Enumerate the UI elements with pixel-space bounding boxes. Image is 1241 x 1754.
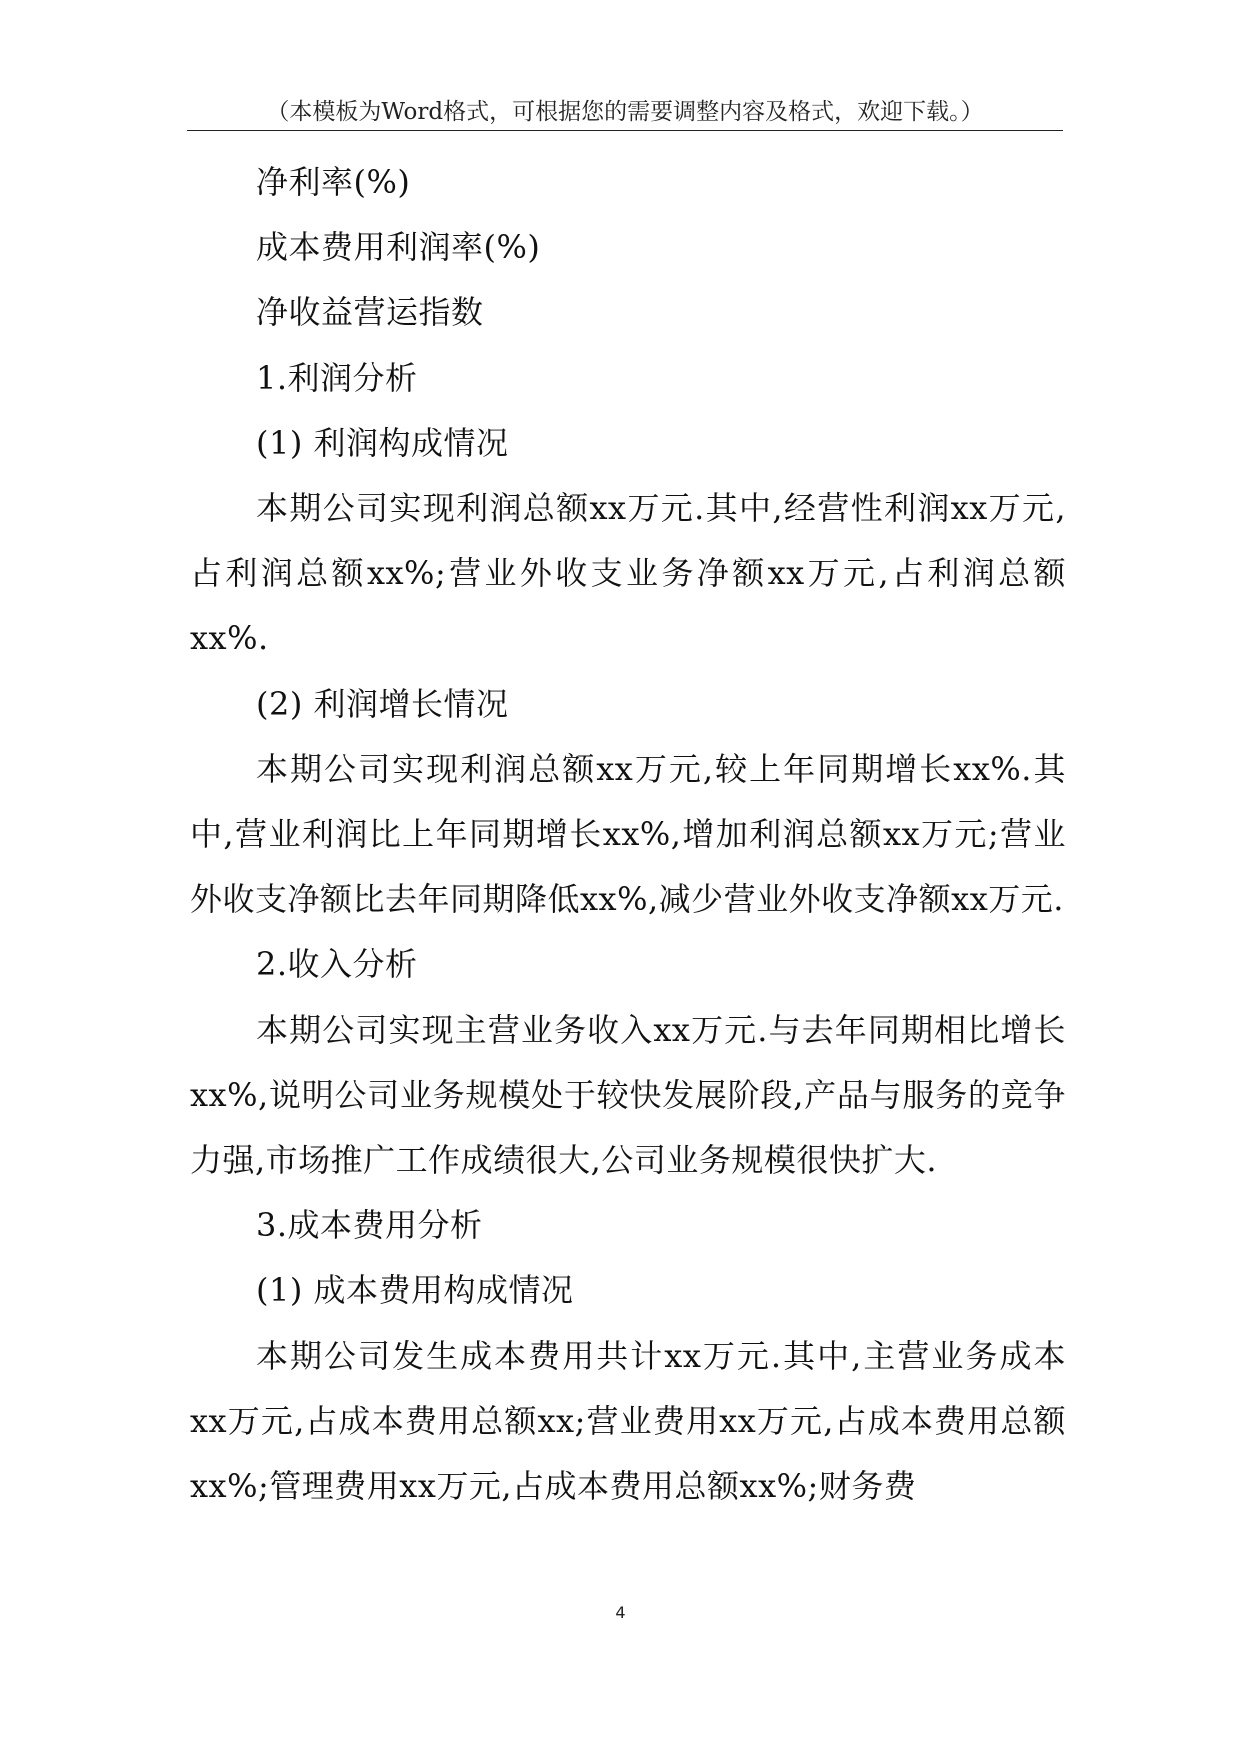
section-title-profit-analysis: 1.利润分析 xyxy=(256,358,418,397)
subsection-title-cost-composition: (1) 成本费用构成情况 xyxy=(256,1271,574,1310)
paragraph-cost-composition: 本期公司发生成本费用共计xx万元.其中,主营业务成本xx万元,占成本费用总额xx;营业费用xx万元,占成本费用总额xx%;管理费用xx万元,占成本费用总额xx%;财务费 xyxy=(190,1336,1066,1506)
paragraph-profit-growth: 本期公司实现利润总额xx万元,较上年同期增长xx%.其中,营业利润比上年同期增长xx%,增加利润总额xx万元;营业外收支净额比去年同期降低xx%,减少营业外收支净额xx万元. xyxy=(190,749,1066,919)
subsection-title-profit-growth: (2) 利润增长情况 xyxy=(256,684,509,723)
heading-net-income-index: 净收益营运指数 xyxy=(256,293,484,332)
paragraph-profit-composition: 本期公司实现利润总额xx万元.其中,经营性利润xx万元,占利润总额xx%;营业外收支业务净额xx万元,占利润总额xx%. xyxy=(190,489,1066,658)
page-header-note: （本模板为Word格式，可根据您的需要调整内容及格式，欢迎下载。） xyxy=(266,99,984,125)
page-number: 4 xyxy=(615,1603,626,1622)
subsection-title-profit-composition: (1) 利润构成情况 xyxy=(256,423,509,462)
document-body xyxy=(190,150,1066,1519)
heading-net-profit-rate: 净利率(%) xyxy=(256,163,411,201)
heading-cost-profit-rate: 成本费用利润率(%) xyxy=(256,228,541,267)
header-divider xyxy=(187,130,1063,131)
paragraph-revenue-analysis: 本期公司实现主营业务收入xx万元.与去年同期相比增长xx%,说明公司业务规模处于较快发展阶段,产品与服务的竞争力强,市场推广工作成绩很大,公司业务规模很快扩大. xyxy=(190,1010,1066,1180)
section-title-cost-analysis: 3.成本费用分析 xyxy=(256,1206,483,1245)
section-title-revenue-analysis: 2.收入分析 xyxy=(256,945,418,984)
